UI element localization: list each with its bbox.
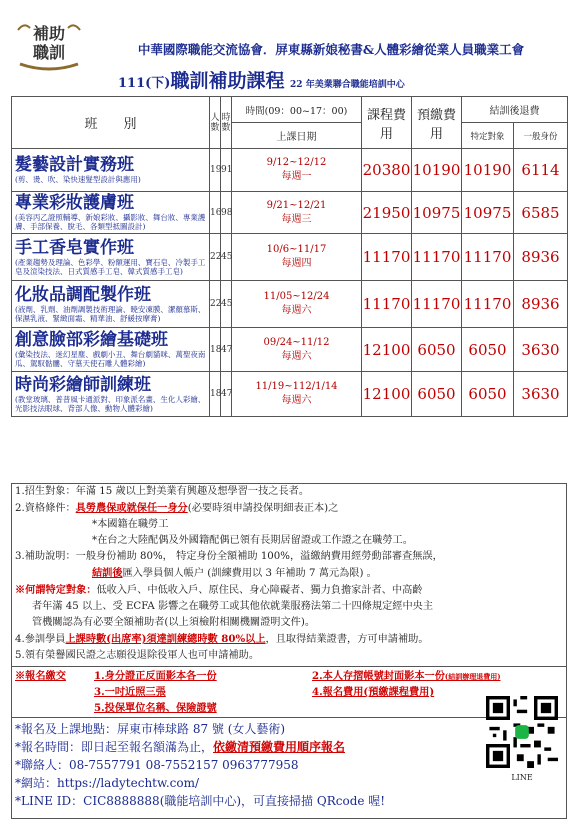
people-cell: 22 (210, 281, 221, 328)
col-dates: 上課日期 (232, 123, 362, 149)
people-cell: 18 (210, 372, 221, 417)
class-name: 手工香皂實作班 (15, 237, 134, 258)
class-cell (12, 234, 210, 281)
note-2-item-a: *本國籍在職勞工 (92, 519, 169, 530)
table-row (12, 281, 568, 328)
special-refund-cell: 10190 (462, 149, 514, 192)
class-name: 髮藝設計實務班 (15, 155, 134, 175)
general-refund-cell: 6585 (514, 192, 568, 234)
note-2: 2.資格條件：具勞農保或就保任一身分(必要時須申請投保明細表正本)之 (15, 502, 339, 514)
class-cell (12, 192, 210, 234)
people-cell: 18 (210, 328, 221, 372)
fee-cell: 12100 (362, 372, 412, 417)
note-2-item-b: *在台之大陸配偶及外國籍配偶已領有長期居留證或工作證之在職勞工。 (92, 535, 413, 546)
col-special: 特定對象 (462, 123, 514, 149)
hours-cell: 47 (221, 372, 232, 417)
special-refund-cell: 11170 (462, 234, 514, 281)
general-refund-cell: 3630 (514, 328, 568, 372)
prepay-cell: 6050 (412, 328, 462, 372)
class-description: (教堂玻璃、普普風卡通派對、印象派名畫、生化人彩繪、光影技法眼球、背部人像、動物人體彩繪) (15, 394, 206, 413)
required-documents (12, 666, 566, 718)
date-cell: 9/12~12/12 每週一 (232, 149, 362, 192)
class-description: (剪、燙、吹、染快速髮型設計與應用) (15, 175, 141, 184)
special-refund-cell: 11170 (462, 281, 514, 328)
page-title: 111(下)職訓補助課程 22 年美業聯合職能培訓中心 (118, 70, 405, 92)
general-refund-cell: 6114 (514, 149, 568, 192)
date-cell: 09/24~11/12 每週六 (232, 328, 362, 372)
doc-item-1: 1.身分證正反面影本各一份 (94, 670, 217, 682)
hours-cell: 47 (221, 328, 232, 372)
doc-item-5: 5.投保單位名稱、保險證號 (94, 702, 217, 714)
class-description: (產業趨勢及理論、色彩學、粉額運用、寶石皂、冷製手工皂及渲染技法、日式質感手工皂、韓式質感手工皂) (15, 257, 206, 276)
fee-cell: 11170 (362, 234, 412, 281)
doc-item-4: 4.報名費用(預繳課程費用) (312, 686, 435, 698)
subsidy-badge (16, 18, 82, 72)
hours-cell: 45 (221, 281, 232, 328)
docs-label: ※報名繳交 (15, 670, 66, 682)
table-row (12, 192, 568, 234)
col-people: 人數 (210, 97, 221, 149)
class-name: 創意臉部彩繪基礎班 (15, 330, 168, 350)
special-refund-cell: 6050 (462, 372, 514, 417)
note-5: 5.領有榮譽國民證之志願役退除役軍人也可申請補助。 (15, 650, 260, 661)
contact-phone: *聯絡人：08-7557791 08-7552157 0963777958 (15, 758, 299, 772)
table-row (12, 328, 568, 372)
contact-address: *報名及上課地點：屏東市棒球路 87 號 (女人藝術) (15, 722, 286, 736)
class-description: (彙染技法、迷幻星塵、戲劇小丑、舞台劇貓咪、萬聖夜南瓜、駕馭骷髏、守墓天使石雕人體彩繪) (15, 350, 206, 368)
date-cell: 11/19~112/1/14 每週六 (232, 372, 362, 417)
special-target-cont-1: 者年滿 45 以上、受 ECFA 影響之在職勞工或其他依就業服務法第二十四條規定經中央主 (32, 601, 434, 612)
note-4: 4.參訓學員上課時數(出席率)須達訓練總時數 80%以上，且取得結業證書，方可申請補助。 (15, 633, 429, 645)
hours-cell: 91 (221, 149, 232, 192)
special-refund-cell: 6050 (462, 328, 514, 372)
special-target-note: ※何謂特定對象：低收入戶、中低收入戶、原住民、身心障礙者、獨力負擔家計者、中高齡 (15, 584, 423, 596)
col-general: 一般身份 (514, 123, 568, 149)
prepay-cell: 10190 (412, 149, 462, 192)
class-cell (12, 149, 210, 192)
special-target-cont-2: 管機關認為有必要全額補助者(以上須檢附相關機關證明文件)。 (32, 617, 316, 628)
qrcode-caption: LINE (511, 773, 533, 782)
col-time: 時間(09：00~17：00) (232, 97, 362, 123)
hours-cell: 98 (221, 192, 232, 234)
table-row (12, 149, 568, 192)
fee-cell: 21950 (362, 192, 412, 234)
date-cell: 10/6~11/17 每週四 (232, 234, 362, 281)
organization-name: 中華國際職能交流協會．屏東縣新娘秘書&人體彩繪從業人員職業工會 (137, 42, 525, 57)
contact-website[interactable]: *網站：https://ladytechtw.com/ (15, 776, 200, 790)
notes-section (11, 483, 567, 819)
fee-cell: 11170 (362, 281, 412, 328)
contact-line: *LINE ID：CIC8888888(職能培訓中心)，可直接掃描 QRcode 喔! (15, 794, 386, 808)
class-name: 化妝品調配製作班 (15, 284, 151, 305)
note-3-cont: 結訓後匯入學員個人帳户 (訓練費用以 3 年補助 7 萬元為限) 。 (92, 567, 377, 579)
class-cell (12, 372, 210, 417)
line-qrcode-icon[interactable] (486, 696, 558, 768)
general-refund-cell: 8936 (514, 234, 568, 281)
class-description: (美容丙乙證照輔導、新娘彩妝、攝影妝、舞台妝、專業護膚、手部保養、脫毛、各類型抵圖設計) (15, 213, 206, 231)
prepay-cell: 11170 (412, 281, 462, 328)
class-name: 專業彩妝護膚班 (15, 193, 134, 213)
prepay-cell: 10975 (412, 192, 462, 234)
general-refund-cell: 8936 (514, 281, 568, 328)
general-refund-cell: 3630 (514, 372, 568, 417)
people-cell: 22 (210, 234, 221, 281)
fee-cell: 12100 (362, 328, 412, 372)
hours-cell: 45 (221, 234, 232, 281)
date-cell: 9/21~12/21 每週三 (232, 192, 362, 234)
note-3: 3.補助說明：一般身份補助 80%， 特定身份全額補助 100%，溢繳納費用經勞動部審查無誤， (15, 551, 443, 562)
contact-time: *報名時間：即日起至報名額滿為止，依繳清預繳費用順序報名 (15, 740, 346, 754)
col-hours: 時數 (221, 97, 232, 149)
people-cell: 19 (210, 149, 221, 192)
class-cell (12, 328, 210, 372)
note-1: 1.招生對象：年滿 15 歲以上對美業有興趣及想學習一技之長者。 (15, 486, 310, 497)
fee-cell: 20380 (362, 149, 412, 192)
course-table (11, 96, 568, 417)
doc-item-3: 3.一吋近照三張 (94, 686, 166, 698)
special-refund-cell: 10975 (462, 192, 514, 234)
prepay-cell: 6050 (412, 372, 462, 417)
col-fee: 課程費用 (362, 97, 412, 149)
col-class: 班 別 (12, 97, 210, 149)
class-cell (12, 281, 210, 328)
col-prepay: 預繳費用 (412, 97, 462, 149)
people-cell: 16 (210, 192, 221, 234)
class-description: (液劑、乳劑、油劑調製技術理論、暁安凍膜、潔顏慕斯、保濕乳液、緊緻面霜、精華油、舒緩按摩膏) (15, 304, 206, 323)
date-cell: 11/05~12/24 每週六 (232, 281, 362, 328)
prepay-cell: 11170 (412, 234, 462, 281)
table-row (12, 234, 568, 281)
badge-text: 補助 職訓 (32, 24, 65, 62)
doc-item-2: 2.本人存摺帳號封面影本一份(結訓辦理退費用) (312, 670, 501, 682)
table-row (12, 372, 568, 417)
col-refund: 結訓後退費 (462, 97, 568, 123)
class-name: 時尚彩繪師訓練班 (15, 374, 151, 395)
